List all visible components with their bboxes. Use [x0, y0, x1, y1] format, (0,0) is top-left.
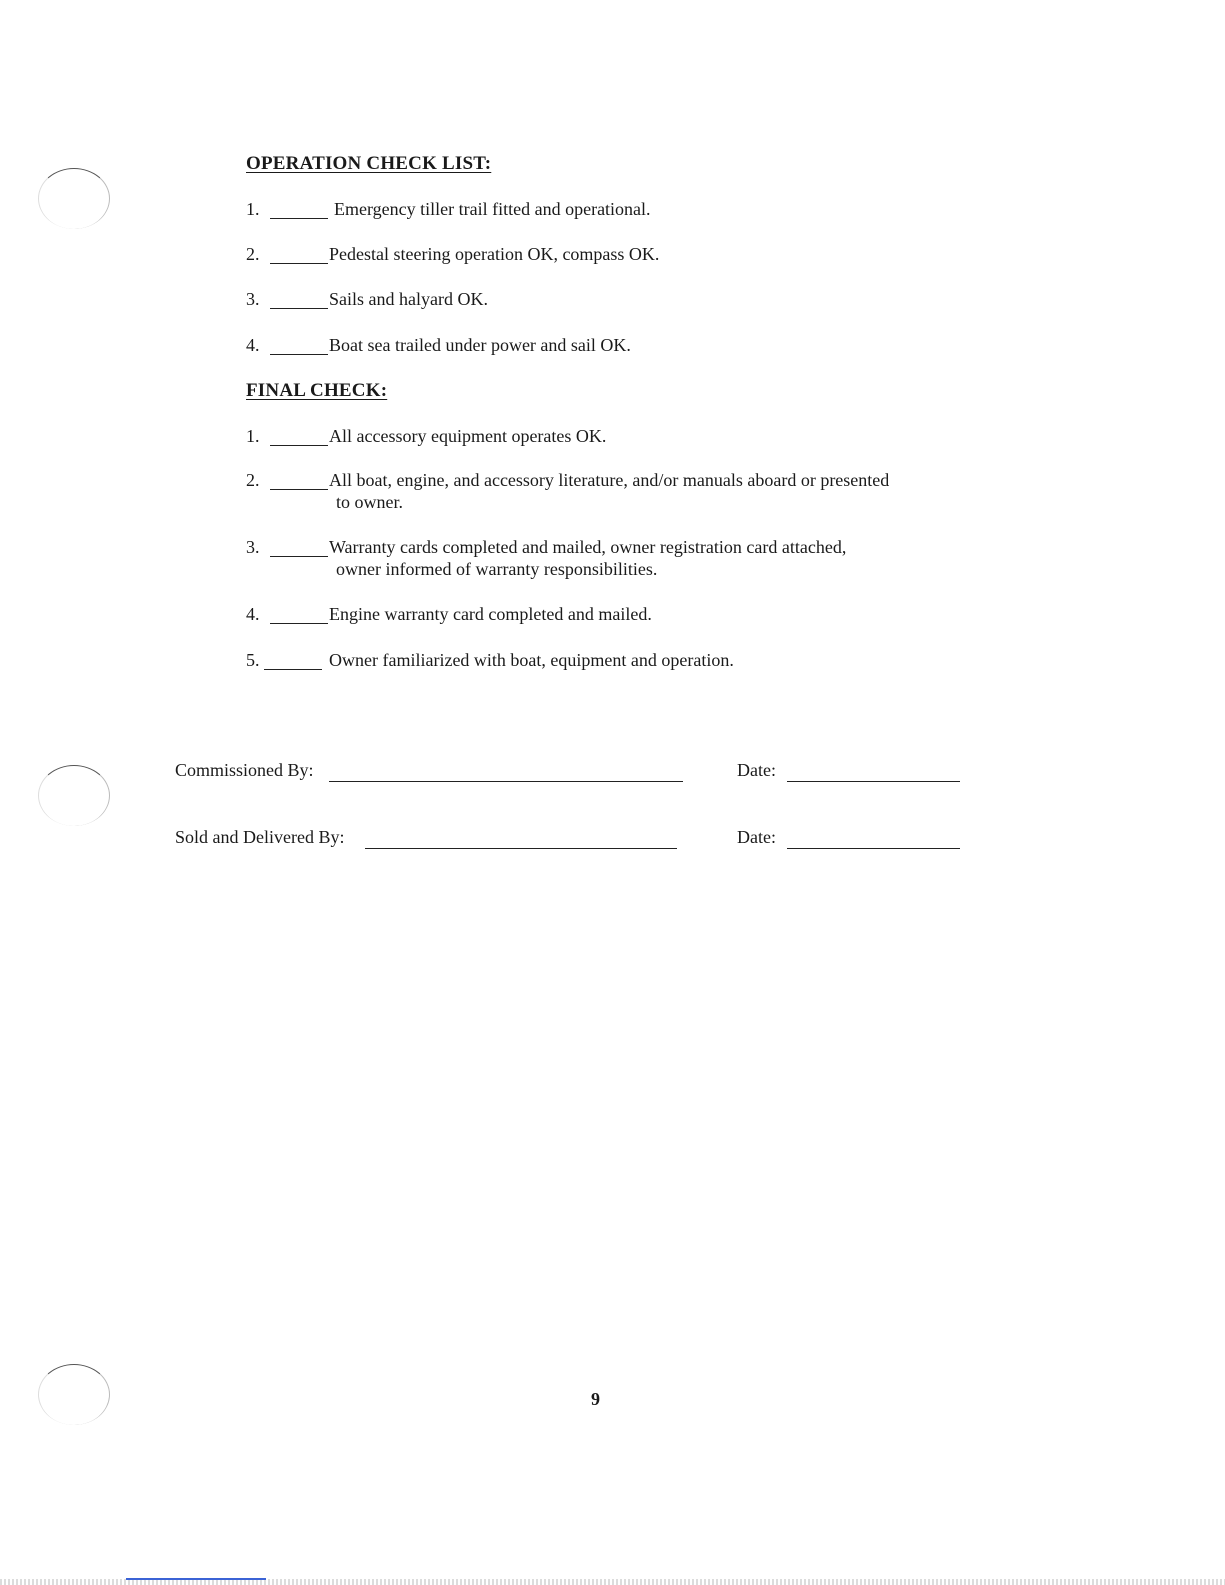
item-text: Emergency tiller trail fitted and operational. — [334, 199, 651, 219]
sold-delivered-label: Sold and Delivered By: — [175, 827, 345, 847]
sold-date-line[interactable] — [787, 848, 960, 849]
commissioned-date-line[interactable] — [787, 781, 960, 782]
item-text: Pedestal steering operation OK, compass OK. — [329, 244, 660, 264]
check-blank[interactable] — [270, 308, 328, 309]
binder-hole-middle — [38, 765, 110, 826]
item-number: 1. — [246, 199, 260, 219]
sold-delivered-row — [175, 827, 344, 848]
check-blank[interactable] — [270, 489, 328, 490]
sold-date-row — [737, 827, 776, 848]
operation-checklist-heading: OPERATION CHECK LIST: — [246, 153, 492, 174]
page-number: 9 — [591, 1389, 600, 1409]
check-blank[interactable] — [270, 445, 328, 446]
sold-date-label: Date: — [737, 827, 776, 847]
check-blank[interactable] — [270, 218, 328, 219]
item-text: Sails and halyard OK. — [329, 289, 488, 309]
item-number: 5. — [246, 650, 260, 670]
item-text-continuation: owner informed of warranty responsibilities. — [336, 559, 658, 579]
item-text: Boat sea trailed under power and sail OK. — [329, 335, 631, 355]
item-text: Owner familiarized with boat, equipment and operation. — [329, 650, 734, 670]
item-number: 2. — [246, 244, 260, 264]
check-blank[interactable] — [270, 354, 328, 355]
binder-hole-top — [38, 168, 110, 229]
check-blank[interactable] — [270, 556, 328, 557]
scroll-thumb[interactable] — [126, 1578, 266, 1580]
item-number: 2. — [246, 470, 260, 490]
item-text: All accessory equipment operates OK. — [329, 426, 607, 446]
item-text: All boat, engine, and accessory literature, and/or manuals aboard or presented — [329, 470, 890, 490]
item-text: Engine warranty card completed and mailed. — [329, 604, 652, 624]
item-number: 4. — [246, 604, 260, 624]
commissioned-by-label: Commissioned By: — [175, 760, 314, 780]
binder-hole-bottom — [38, 1364, 110, 1425]
item-text-continuation: to owner. — [336, 492, 403, 512]
item-text: Warranty cards completed and mailed, owner registration card attached, — [329, 537, 847, 557]
final-check-heading: FINAL CHECK: — [246, 380, 388, 401]
commissioned-by-row — [175, 760, 314, 781]
check-blank[interactable] — [264, 669, 322, 670]
item-number: 4. — [246, 335, 260, 355]
check-blank[interactable] — [270, 263, 328, 264]
commissioned-by-signature-line[interactable] — [329, 781, 683, 782]
check-blank[interactable] — [270, 623, 328, 624]
commissioned-date-label: Date: — [737, 760, 776, 780]
commissioned-date-row — [737, 760, 776, 781]
item-number: 3. — [246, 289, 260, 309]
item-number: 3. — [246, 537, 260, 557]
sold-delivered-signature-line[interactable] — [365, 848, 677, 849]
item-number: 1. — [246, 426, 260, 446]
